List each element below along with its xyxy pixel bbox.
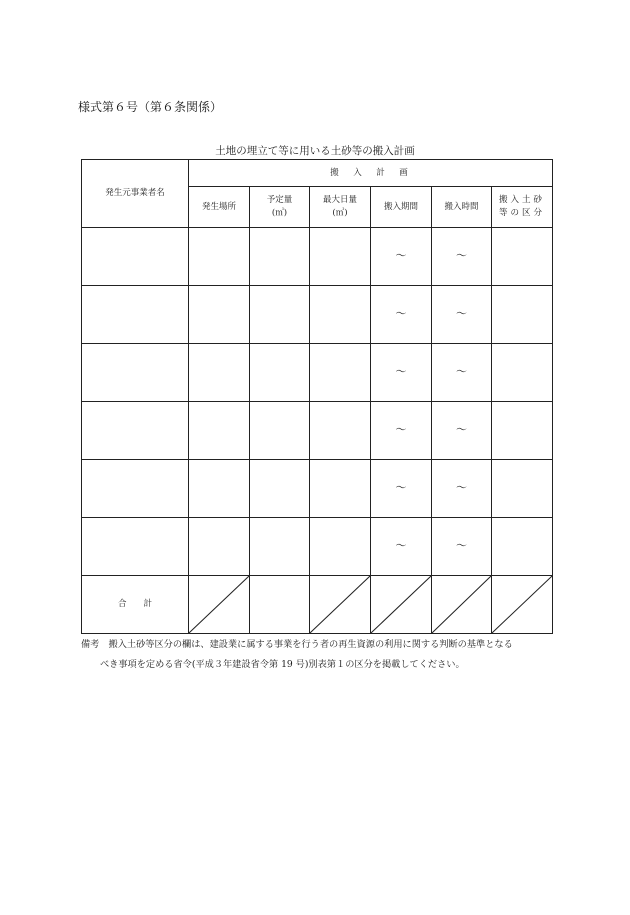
soil-import-plan-table xyxy=(81,159,553,634)
total-time-crossed xyxy=(432,576,492,634)
range-symbol: ～ xyxy=(456,539,467,553)
range-symbol: ～ xyxy=(395,423,407,437)
table-row xyxy=(82,518,553,576)
origin-site-cell[interactable] xyxy=(189,460,250,518)
table-row xyxy=(82,344,553,402)
range-symbol: ～ xyxy=(456,481,467,495)
header-max-daily xyxy=(310,187,371,228)
table-row xyxy=(82,402,553,460)
soil-class-cell[interactable] xyxy=(492,460,553,518)
header-planned-volume xyxy=(250,187,310,228)
total-origin-site-crossed xyxy=(189,576,250,634)
import-time-cell[interactable] xyxy=(432,228,492,286)
total-row xyxy=(82,576,553,634)
header-source-operator: 発生元事業者名 xyxy=(82,160,189,228)
planned-volume-cell[interactable] xyxy=(250,286,310,344)
total-period-crossed xyxy=(371,576,432,634)
header-import-period: 搬入期間 xyxy=(371,187,432,228)
range-symbol: ～ xyxy=(395,539,407,553)
source-operator-cell[interactable] xyxy=(82,228,189,286)
planned-volume-cell[interactable] xyxy=(250,344,310,402)
header-origin-site: 発生場所 xyxy=(189,187,250,228)
planned-volume-cell[interactable] xyxy=(250,402,310,460)
range-symbol: ～ xyxy=(456,307,467,321)
header-soil-class xyxy=(492,187,553,228)
header-planned-volume-label: 予定量 xyxy=(266,195,293,206)
max-daily-cell[interactable] xyxy=(310,228,371,286)
max-daily-cell[interactable] xyxy=(310,518,371,576)
header-import-plan-label: 搬 入 計 画 xyxy=(330,167,411,178)
origin-site-cell[interactable] xyxy=(189,402,250,460)
planned-volume-cell[interactable] xyxy=(250,460,310,518)
planned-volume-cell[interactable] xyxy=(250,518,310,576)
max-daily-cell[interactable] xyxy=(310,460,371,518)
total-label: 合 計 xyxy=(82,576,189,634)
diagonal-slash-icon xyxy=(492,576,552,633)
range-symbol: ～ xyxy=(456,365,467,379)
header-soil-class-line1: 搬入土砂 xyxy=(499,195,546,206)
origin-site-cell[interactable] xyxy=(189,286,250,344)
origin-site-cell[interactable] xyxy=(189,228,250,286)
header-planned-volume-unit: (㎥) xyxy=(271,208,288,218)
header-max-daily-unit: (㎥) xyxy=(332,208,348,218)
source-operator-cell[interactable] xyxy=(82,402,189,460)
range-symbol: ～ xyxy=(395,307,407,321)
diagonal-slash-icon xyxy=(189,576,249,633)
import-time-cell[interactable] xyxy=(432,460,492,518)
max-daily-cell[interactable] xyxy=(310,402,371,460)
total-planned-volume-cell[interactable] xyxy=(250,576,310,634)
header-import-time: 搬入時間 xyxy=(432,187,492,228)
origin-site-cell[interactable] xyxy=(189,344,250,402)
remarks-line-1: 備考 搬入土砂等区分の欄は、建設業に属する事業を行う者の再生資源の利用に関する判断の基準となる xyxy=(81,639,513,650)
soil-class-cell[interactable] xyxy=(492,518,553,576)
import-time-cell[interactable] xyxy=(432,518,492,576)
import-period-cell[interactable] xyxy=(371,344,432,402)
diagonal-slash-icon xyxy=(432,576,491,633)
source-operator-cell[interactable] xyxy=(82,518,189,576)
remarks-note xyxy=(81,635,561,675)
planned-volume-cell[interactable] xyxy=(250,228,310,286)
total-class-crossed xyxy=(492,576,553,634)
header-import-plan xyxy=(189,160,553,187)
import-period-cell[interactable] xyxy=(371,402,432,460)
table-title: 土地の埋立て等に用いる土砂等の搬入計画 xyxy=(215,145,415,157)
import-time-cell[interactable] xyxy=(432,402,492,460)
max-daily-cell[interactable] xyxy=(310,286,371,344)
form-number: 様式第６号（第６条関係） xyxy=(78,100,223,114)
import-period-cell[interactable] xyxy=(371,286,432,344)
soil-class-cell[interactable] xyxy=(492,402,553,460)
import-time-cell[interactable] xyxy=(432,286,492,344)
remarks-line-2: べき事項を定める省令(平成３年建設省令第 19 号)別表第１の区分を掲載してください。 xyxy=(100,659,465,670)
diagonal-slash-icon xyxy=(310,576,370,633)
import-time-cell[interactable] xyxy=(432,344,492,402)
range-symbol: ～ xyxy=(395,481,407,495)
import-period-cell[interactable] xyxy=(371,518,432,576)
import-period-cell[interactable] xyxy=(371,460,432,518)
range-symbol: ～ xyxy=(456,423,467,437)
table-row xyxy=(82,286,553,344)
import-period-cell[interactable] xyxy=(371,228,432,286)
source-operator-cell[interactable] xyxy=(82,286,189,344)
max-daily-cell[interactable] xyxy=(310,344,371,402)
range-symbol: ～ xyxy=(395,365,407,379)
header-max-daily-label: 最大日量 xyxy=(322,195,357,206)
table-row xyxy=(82,228,553,286)
diagonal-slash-icon xyxy=(371,576,431,633)
table-row xyxy=(82,460,553,518)
soil-class-cell[interactable] xyxy=(492,286,553,344)
header-soil-class-line2: 等の区分 xyxy=(499,208,546,218)
source-operator-cell[interactable] xyxy=(82,460,189,518)
source-operator-cell[interactable] xyxy=(82,344,189,402)
soil-class-cell[interactable] xyxy=(492,228,553,286)
origin-site-cell[interactable] xyxy=(189,518,250,576)
range-symbol: ～ xyxy=(395,249,407,263)
range-symbol: ～ xyxy=(456,249,467,263)
soil-class-cell[interactable] xyxy=(492,344,553,402)
total-max-daily-crossed xyxy=(310,576,371,634)
